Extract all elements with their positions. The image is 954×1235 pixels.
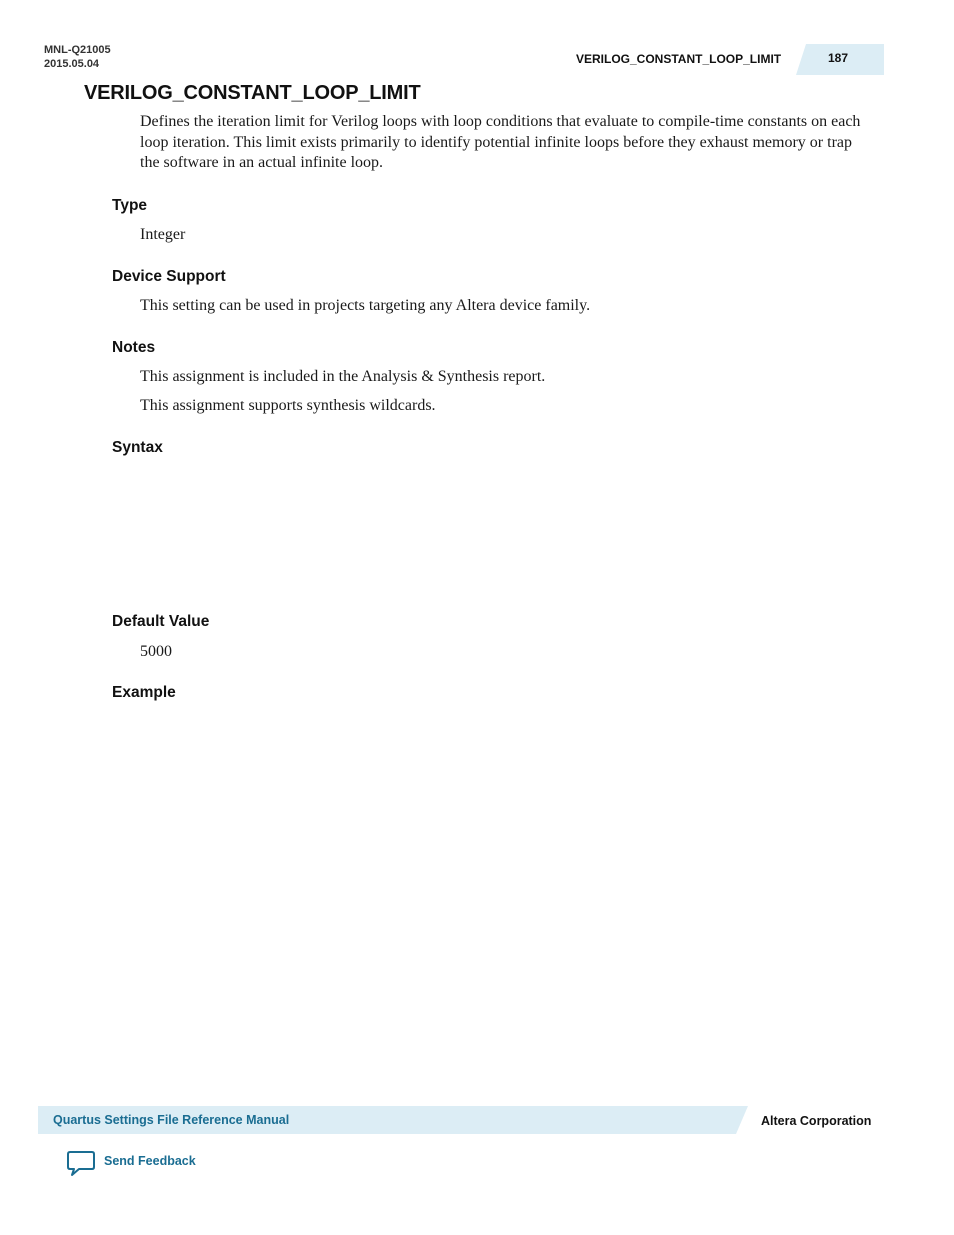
syntax-heading: Syntax: [112, 439, 163, 456]
doc-id-block: [44, 43, 111, 71]
example-heading: Example: [112, 684, 176, 701]
default-value-heading: Default Value: [112, 613, 210, 630]
page-title: VERILOG_CONSTANT_LOOP_LIMIT: [84, 82, 421, 104]
notes-heading: Notes: [112, 339, 156, 356]
type-heading: Type: [112, 197, 148, 214]
device-support-text: This setting can be used in projects targeting any Altera device family.: [140, 297, 591, 314]
notes-item: This assignment supports synthesis wildcards.: [140, 397, 436, 414]
page-number: 187: [828, 51, 849, 65]
footer-manual-title: Quartus Settings File Reference Manual: [53, 1113, 290, 1127]
description: Defines the iteration limit for Verilog loops with loop conditions that evaluate to compile-time constants on each loop iteration. This limit exists primarily to identify potential infinite loops before they exhaust memory or trap the software in an actual infinite loop.: [140, 113, 861, 171]
send-feedback-link[interactable]: Send Feedback: [104, 1154, 196, 1168]
doc-date: 2015.05.04: [44, 58, 100, 70]
doc-id: MNL-Q21005: [44, 44, 111, 56]
device-support-heading: Device Support: [112, 268, 226, 285]
speech-bubble-icon[interactable]: [66, 1150, 96, 1178]
footer-company: Altera Corporation: [761, 1114, 872, 1128]
notes-item: This assignment is included in the Analysis & Synthesis report.: [140, 368, 546, 385]
default-value: 5000: [140, 643, 172, 660]
type-value: Integer: [140, 226, 186, 243]
running-title: VERILOG_CONSTANT_LOOP_LIMIT: [576, 52, 782, 66]
